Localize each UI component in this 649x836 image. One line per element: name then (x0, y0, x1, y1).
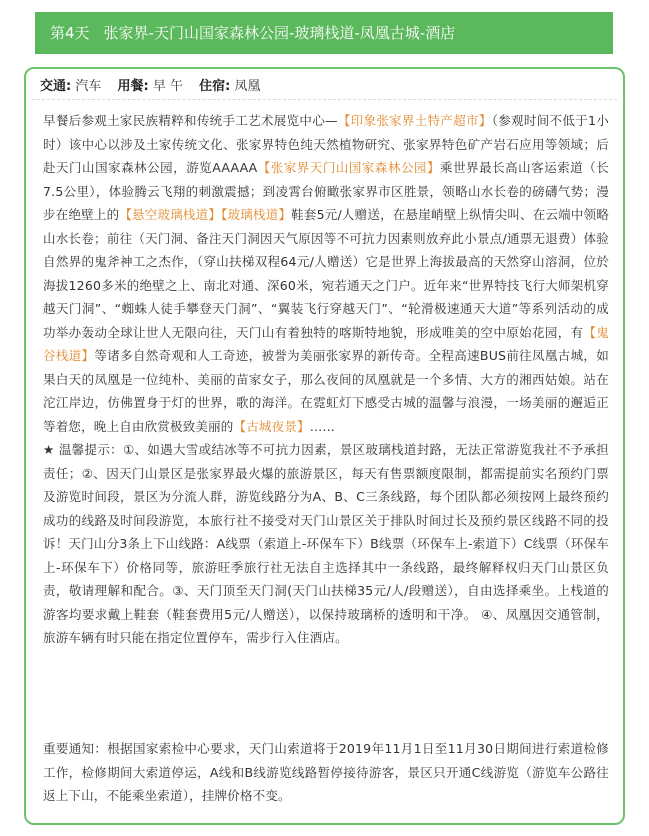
highlight-glass-walkway: 【玻璃栈道】 (221, 207, 292, 222)
route-title: 张家界-天门山国家森林公园-玻璃栈道-凤凰古城-酒店 (103, 24, 456, 42)
text-segment: 等诸多自然奇观和人工奇迹，被誉为美丽张家界的新传奇。全程高速BUS前往凤凰古城，如果白天的凤凰是一位纯朴、美丽的苗家女子，那么夜间的凤凰就是一个多情、大方的湘西姑娘。站在沱江岸边，仿佛置身于灯的世界，歌的海洋。在霓虹灯下感受古城的温馨与浪漫，一场美丽的邂逅正等着您，晚上自由欣赏极致美丽的 (43, 348, 609, 434)
day-header (35, 12, 613, 54)
text-segment: …… (309, 418, 336, 434)
transport-label: 交通: (40, 79, 72, 94)
day-label: 第4天 (50, 24, 90, 42)
highlight-night-view: 【古城夜景】 (233, 418, 310, 434)
itinerary-description (43, 109, 609, 650)
text-segment: 早餐后参观土家民族精粹和传统手工艺术展览中心— (43, 113, 338, 128)
meta-row (40, 75, 623, 99)
meals-value: 早 午 (152, 79, 183, 94)
text-segment: 鞋套5元/人赠送，在悬崖峭壁上纵情尖叫、在云端中领略山水长卷；前往（天门洞、备注天门洞因天气原因等不可抗力因素则放弃此小景点/通票无退费）体验自然界的鬼斧神工之杰作，（穿山扶梯双程64元/人赠送）它是世界上海拔最高的天然穿山溶洞，位於海拔1260多米的绝壁之上、南北对通、深60米，宛若通天之门户。近年来“世界特技飞行大师架机穿越天门洞”、“蜘蛛人徒手攀登天门洞”、“翼装飞行穿越天门”、“轮滑极速通天大道”等系列活动的成功举办轰动全球让世人无限向往，天门山有着独特的喀斯特地貌，形成唯美的空中原始花园，有 (43, 207, 610, 340)
transport-value: 汽车 (75, 79, 102, 94)
highlight-guigu-walkway: 【鬼谷栈道】 (43, 324, 609, 363)
text-segment: （参观时间不低于1小时）该中心以涉及土家传统文化、张家界特色纯天然植物研究、张家界特色矿产岩石应用等领域；后赴天门山国家森林公园，游览AAAAA (43, 113, 609, 175)
highlight-tianmen-park: 【张家界天门山国家森林公园】 (257, 160, 441, 175)
hotel-label: 住宿: (199, 79, 231, 94)
hotel-value: 凤凰 (234, 79, 261, 94)
highlight-suspended-glass-walkway: 【悬空玻璃栈道】 (119, 207, 222, 222)
meta-divider (32, 99, 617, 100)
highlight-souvenir-market: 【印象张家界土特产超市】 (337, 113, 492, 128)
important-notice: 重要通知：根据国家索检中心要求，天门山索道将于2019年11月1日至11月30日期间进行索道检修工作，检修期间大索道停运，A线和B线游览线路暂停接待游客，景区只开通C线游览（游览车公路往返上下山，不能乘坐索道），挂牌价格不变。 (43, 741, 609, 803)
warm-tips: ★ 温馨提示：①、如遇大雪或结冰等不可抗力因素，景区玻璃栈道封路，无法正常游览我社不予承担责任；②、因天门山景区是张家界最火爆的旅游景区，每天有售票额度限制，都需提前实名预约门票及游览时间段，景区为分流人群，游览线路分为A、B、C三条线路，每个团队都必须按网上最终预约成功的线路及时间段游览，本旅行社不接受对天门山景区关于排队时间过长及预约景区线路不同的投诉！天门山分3条上下山线路：A线票（索道上-环保车下）B线票（环保车上-索道下）C线票（环保车上-环保车下）价格同等，旅游旺季旅行社无法自主选择其中一条线路，最终解释权归天门山景区负责，敬请理解和配合。③、天门顶至天门洞(天门山扶梯35元/人/段赠送），自由选择乘坐。上栈道的游客均要求戴上鞋套（鞋套费用5元/人赠送），以保持玻璃桥的透明和干净。 ④、凤凰因交通管制，旅游车辆有时只能在指定位置停车，需步行入住酒店。 (43, 442, 609, 645)
itinerary-card (24, 67, 625, 825)
meals-label: 用餐: (117, 79, 149, 94)
text-segment: 乘世界最长高山客运索道（长7.5公里），体验腾云飞翔的刺激震撼；到凌霄台俯瞰张家界市区胜景，领略山水长卷的磅礴气势；漫步在绝壁上的 (43, 160, 609, 222)
